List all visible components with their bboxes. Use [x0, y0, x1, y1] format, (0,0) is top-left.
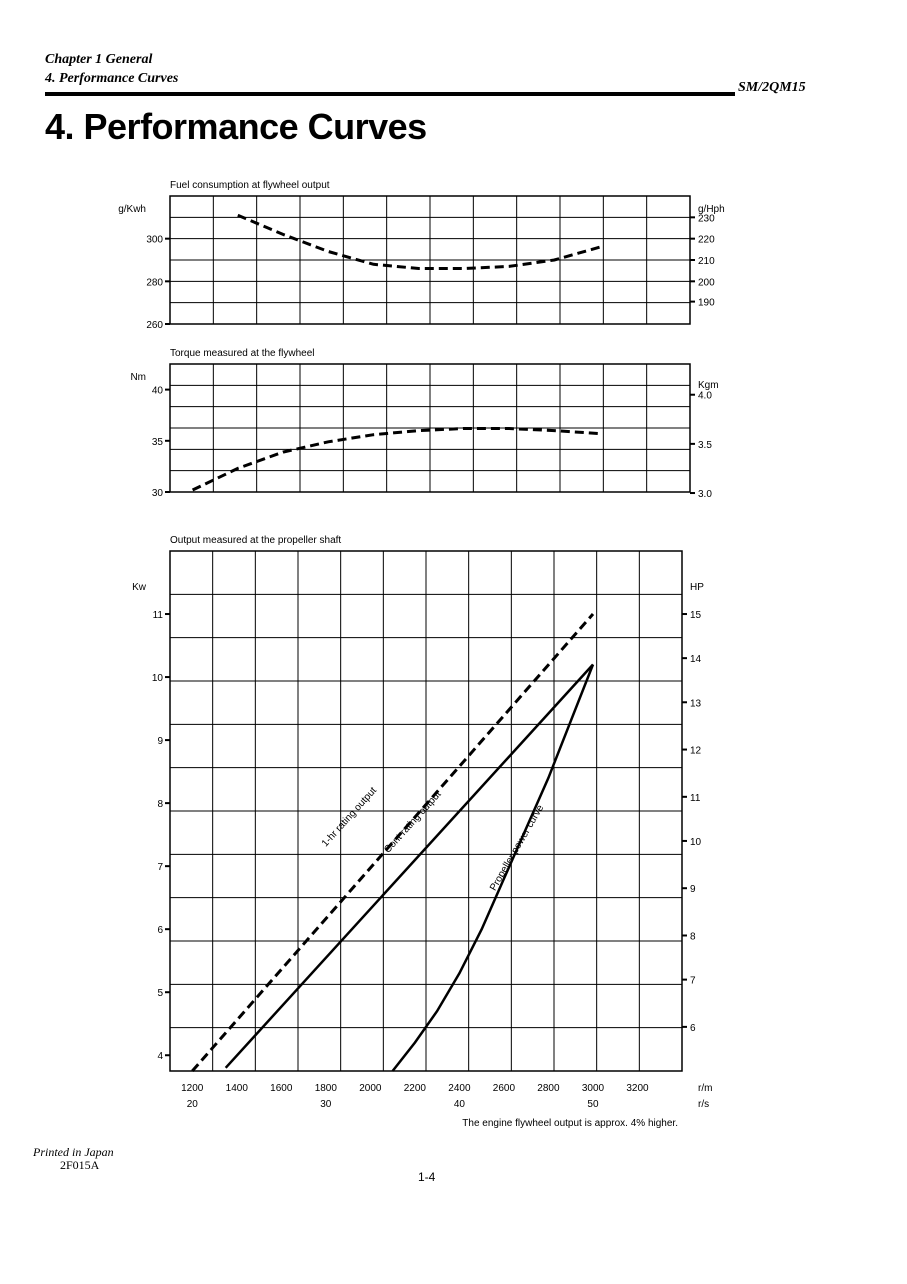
document-code: 2F015A: [60, 1158, 100, 1172]
right-tick-label: 4.0: [698, 390, 712, 402]
right-tick-label: 14: [690, 654, 702, 666]
output-note: The engine flywheel output is approx. 4% higher.: [462, 1118, 678, 1129]
right-unit-label: HP: [690, 582, 704, 593]
series-line-propeller-power-curve: [393, 665, 593, 1072]
x-tick-label-rps: 20: [186, 1099, 198, 1110]
left-tick-label: 10: [151, 673, 163, 685]
left-unit-label: Kw: [132, 582, 146, 593]
x-tick-label-rpm: 2800: [537, 1083, 560, 1094]
x-tick-label-rpm: 2600: [492, 1083, 516, 1094]
page-number: 1-4: [418, 1170, 436, 1184]
curve-label: Propeller power curve: [488, 803, 547, 893]
chart-title: Fuel consumption at flywheel output: [170, 180, 330, 191]
x-tick-label-rpm: 1200: [181, 1083, 204, 1094]
right-tick-label: 3.0: [698, 489, 712, 501]
right-tick-label: 12: [690, 745, 702, 757]
right-tick-label: 11: [690, 792, 701, 804]
left-tick-label: 11: [152, 610, 163, 622]
right-tick-label: 6: [690, 1022, 696, 1034]
curve-label: 1-hr rating output: [319, 785, 380, 850]
x-tick-label-rpm: 2000: [359, 1083, 382, 1094]
left-tick-label: 6: [157, 925, 163, 937]
printed-in-label: Printed in Japan: [33, 1145, 114, 1159]
x-tick-label-rps: 50: [587, 1099, 599, 1110]
right-tick-label: 3.5: [698, 439, 712, 451]
x-tick-label-rps: 30: [320, 1099, 332, 1110]
left-tick-label: 30: [151, 488, 163, 499]
right-tick-label: 9: [690, 884, 696, 896]
page-title: 4. Performance Curves: [45, 106, 427, 147]
right-tick-label: 10: [690, 836, 702, 848]
left-tick-label: 4: [157, 1051, 163, 1063]
left-tick-label: 7: [157, 862, 163, 874]
x-tick-label-rpm: 3000: [581, 1083, 605, 1094]
left-tick-label: 300: [146, 234, 163, 246]
right-tick-label: 230: [698, 213, 715, 225]
x-tick-label-rpm: 1600: [270, 1083, 293, 1094]
left-tick-label: 260: [146, 320, 163, 331]
left-tick-label: 40: [151, 385, 163, 397]
chapter-title: Chapter 1 General: [45, 52, 153, 67]
section-title: 4. Performance Curves: [45, 71, 179, 86]
right-tick-label: 8: [690, 931, 696, 943]
x-tick-label-rpm: 1800: [314, 1083, 337, 1094]
left-tick-label: 280: [146, 277, 163, 289]
chart-title: Output measured at the propeller shaft: [170, 535, 342, 546]
right-tick-label: 190: [698, 297, 715, 309]
left-tick-label: 9: [157, 736, 163, 748]
left-tick-label: 8: [157, 799, 163, 811]
left-tick-label: 5: [157, 988, 163, 1000]
x-unit-rpm: r/m: [698, 1083, 713, 1094]
x-tick-label-rps: 40: [453, 1099, 465, 1110]
right-unit-label: g/Hph: [698, 204, 725, 215]
model-code: SM/2QM15: [738, 80, 806, 95]
series-line-cont-rating-output: [226, 665, 593, 1068]
right-tick-label: 7: [690, 975, 696, 987]
right-tick-label: 13: [690, 698, 702, 710]
right-unit-label: Kgm: [698, 380, 719, 391]
curve-label: Cont rating output: [382, 789, 444, 856]
left-unit-label: Nm: [130, 372, 146, 383]
chart-title: Torque measured at the flywheel: [170, 348, 315, 359]
right-tick-label: 200: [698, 277, 715, 289]
x-tick-label-rpm: 3200: [626, 1083, 649, 1094]
right-tick-label: 210: [698, 256, 715, 267]
x-tick-label-rpm: 2200: [403, 1083, 426, 1094]
right-tick-label: 220: [698, 234, 715, 246]
series-line: [238, 215, 600, 268]
x-tick-label-rpm: 1400: [225, 1083, 248, 1094]
x-tick-label-rpm: 2400: [448, 1083, 471, 1094]
x-unit-rps: r/s: [698, 1099, 710, 1110]
left-unit-label: g/Kwh: [118, 204, 146, 215]
right-tick-label: 15: [690, 610, 702, 622]
series-line: [193, 429, 600, 491]
left-tick-label: 35: [151, 436, 163, 448]
